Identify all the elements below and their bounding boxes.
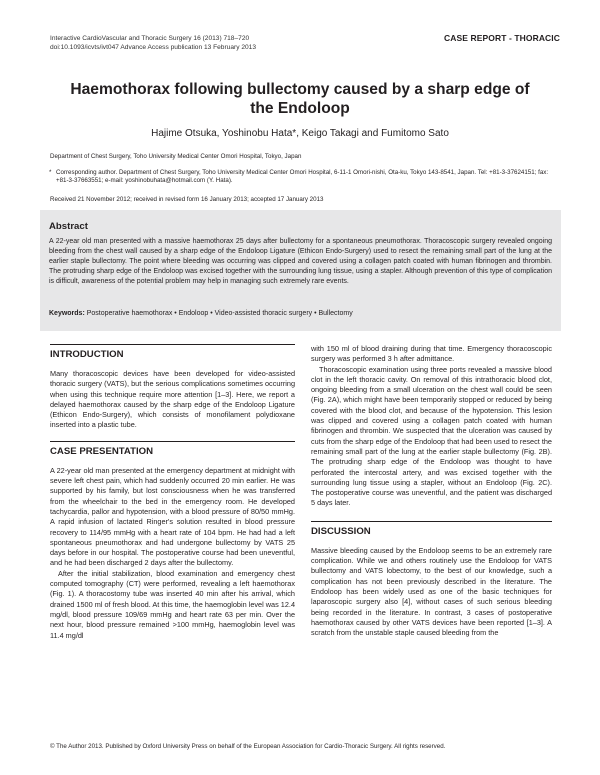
asterisk-marker: * xyxy=(49,169,52,176)
copyright-footer: © The Author 2013. Published by Oxford University Press on behalf of the European Association for Cardio-Thoracic Surgery. All rights reserved. xyxy=(50,743,446,750)
case-paragraph-2: After the initial stabilization, blood examination and emergency chest computed tomography (CT) were performed, revealing a left haemothorax (Fig. 1). A thoracostomy tube was inserted 40 min after his arrival, which drained 1500 ml of fresh blood. At this time, the haemoglobin level was 12.4 mg/dl, blood pressure 109/69 mmHg and heart rate 63 per min. Over the next hour, blood pressure remained >100 mmHg, haemoglobin level was 11.4 mg/dl xyxy=(50,568,295,640)
section-rule xyxy=(50,441,295,442)
affiliation: Department of Chest Surgery, Toho University Medical Center Omori Hospital, Tokyo, Japan xyxy=(50,153,302,160)
corresponding-author-note xyxy=(50,169,550,185)
journal-line-1: Interactive CardioVascular and Thoracic Surgery 16 (2013) 718–720 xyxy=(50,35,250,42)
section-rule xyxy=(311,521,552,522)
journal-citation xyxy=(50,34,256,52)
keywords-list: Postoperative haemothorax • Endoloop • Video-assisted thoracic surgery • Bullectomy xyxy=(86,310,353,317)
article-type-label: CASE REPORT - THORACIC xyxy=(443,33,560,43)
keywords xyxy=(49,309,552,318)
discussion-heading: DISCUSSION xyxy=(311,525,371,537)
journal-line-2: doi:10.1093/icvts/ivt047 Advance Access publication 13 February 2013 xyxy=(50,44,257,51)
abstract-heading: Abstract xyxy=(49,221,88,232)
case-continued-paragraph: with 150 ml of blood draining during that time. Emergency thoracoscopic surgery was performed 3 h after admittance. xyxy=(311,344,552,364)
discussion-paragraph: Massive bleeding caused by the Endoloop seems to be an extremely rare complication. While we and others routinely use the Endoloop for VATS bullectomy and VATS lobectomy, to the best of our knowledge, such a complication has not been previously described in the literature. The Endoloop has been widely used as one of the basic techniques for laparoscopic surgery also [4], without cases of such serious bleeding being recorded in the literature. In contrast, 3 cases of postoperative haemothorax caused by other VATS devices have been reported [1–3]. A scratch from the unstable staple caused bleeding from the xyxy=(311,545,552,638)
author-list: Hajime Otsuka, Yoshinobu Hata*, Keigo Takagi and Fumitomo Sato xyxy=(151,128,449,139)
case-presentation-heading: CASE PRESENTATION xyxy=(50,445,154,457)
section-rule xyxy=(50,344,295,345)
right-column xyxy=(311,344,552,638)
corresponding-author-text: Corresponding author. Department of Chest Surgery, Toho University Medical Center Omori Hospital, 6-11-1 Omori-nishi, Ota-ku, Tokyo 143-8541, Japan. Tel: +81-3-37624151; fax: +81-3-37663551; e-mail: yoshinobuhata@hotmail.com (Y. Hata). xyxy=(56,169,549,184)
thoracoscopic-paragraph: Thoracoscopic examination using three ports revealed a massive blood clot in the left thoracic cavity. On removal of this intrathoracic blood clot, ongoing bleeding from a small ulceration on the chest wall could be seen (Fig. 2A), which might have been temporarily stopped or reduced by being covered with the blood clot, and because of the hypotension. This lesion was clipped and covered using a collagen patch coated with human fibrinogen and thrombin. We suspected that the ulceration was caused by cuts from the sharp edge of the Endoloop that had been used to resect the remaining small part of the lung at the earlier staple bullectomy (Fig. 2B). The protruding sharp edge of the Endoloop was thought to have perforated the intercostal artery, and was excised together with the surrounding lung tissue using a stapler, without an Endoloop (Fig. 2C). The postoperative course was uneventful, and the patient was discharged 5 days later. xyxy=(311,364,552,508)
keywords-label: Keywords: xyxy=(49,310,85,317)
introduction-paragraph: Many thoracoscopic devices have been developed for video-assisted thoracic surgery (VATS), but the serious complications sometimes occurring when using this technique require more attention [1–3]. Here, we report a delayed haemothorax caused by the sharp edge of the Endoloop Ligature (Ethicon Endo-Surgery), which consists of monofilament polydioxane inserted into a plastic tube. xyxy=(50,369,295,430)
received-dates: Received 21 November 2012; received in revised form 16 January 2013; accepted 17 January 2013 xyxy=(50,196,324,203)
article-title: Haemothorax following bullectomy caused by a sharp edge of the Endoloop xyxy=(70,81,530,117)
left-column xyxy=(50,344,295,641)
abstract-text: A 22-year old man presented with a massive haemothorax 25 days after bullectomy for a spontaneous pneumothorax. Thoracoscopic surgery revealed ongoing bleeding from the chest wall caused by a sharp edge of the Endoloop Ligature (Ethicon Endo-Surgery) used to resect the remaining small part of the lung at the earlier staple bullectomy. The point where bleeding was occurring was clipped and covered using a collagen patch coated with human fibrinogen and thrombin. The protruding sharp edge of the Endoloop was excised together with the surrounding lung tissue, using a stapler. Although prevention of this type of complication is difficult, awareness of the potential problem may help in managing such extremely rare events. xyxy=(49,238,552,285)
introduction-heading: INTRODUCTION xyxy=(50,349,124,360)
case-paragraph-1: A 22-year old man presented at the emergency department at midnight with severe left chest pain, which had suddenly occurred 20 min earlier. He was supported by his family, but lost consciousness when he was transferred from the wheelchair to the bed in the emergency room. He developed tachycardia, pallor and hypotension, with a blood pressure of 80/50 mmHg. A rapid infusion of lactated Ringer's solution resulted in blood pressure recovery to 114/95 mmHg with a heart rate of 104 bpm. He had had a left spontaneous pneumothorax and had undergone bullectomy by VATS 25 days before in our hospital. The postoperative course had been uneventful, and he had been discharged 2 days after the bullectomy. xyxy=(50,465,295,568)
